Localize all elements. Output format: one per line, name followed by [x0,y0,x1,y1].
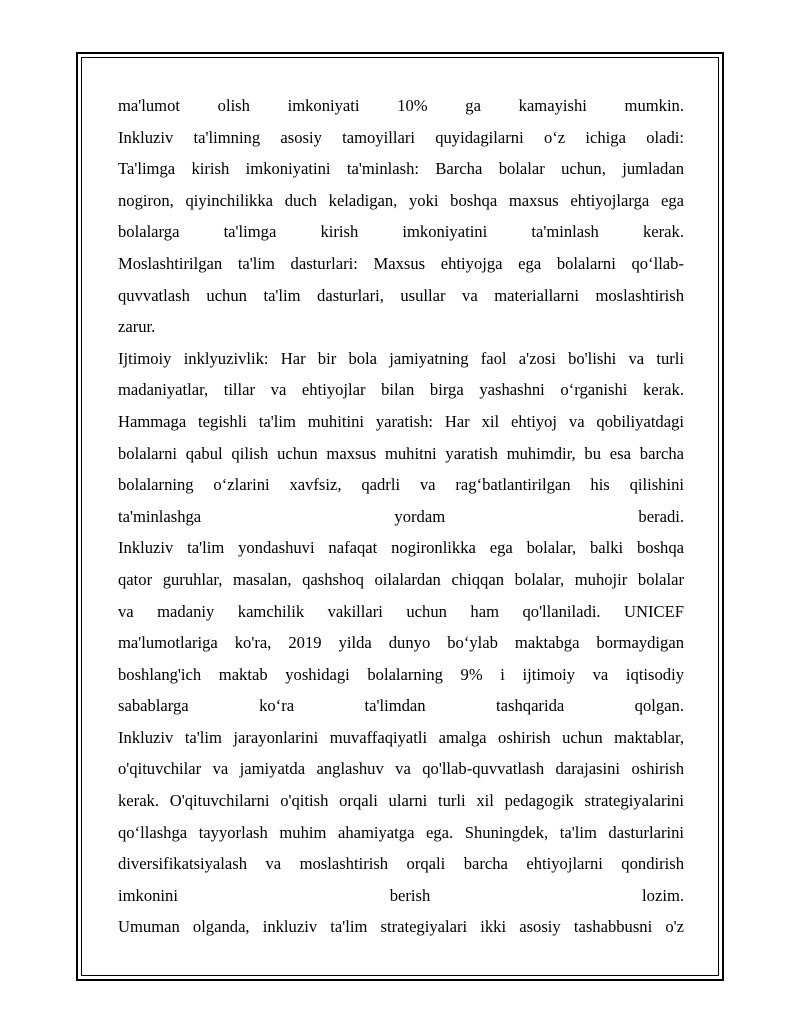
text-line: Inkluziv ta'limning asosiy tamoyillari quyidagilarni o‘z ichiga oladi: [118,127,684,147]
text-line: Inkluziv ta'lim jarayonlarini muvaffaqiyatli amalga oshirish uchun maktablar, [118,727,684,747]
text-line: madaniyatlar, tillar va ehtiyojlar bilan birga yashashni o‘rganishi kerak. [118,380,684,400]
text-line: kerak. O'qituvchilarni o'qitish orqali ularni turli xil pedagogik strategiyalarini [118,791,684,811]
text-line: ma'lumot olish imkoniyati 10% ga kamayishi mumkin. [118,96,684,115]
text-line: o'qituvchilar va jamiyatda anglashuv va qo'llab-quvvatlash darajasini oshirish [118,759,684,779]
text-line: zarur. [118,317,156,337]
text-line: va madaniy kamchilik vakillari uchun ham qo'llaniladi. UNICEF [118,601,684,621]
text-line: quvvatlash uchun ta'lim dasturlari, usullar va materiallarni moslashtirish [118,285,684,305]
text-line: Ijtimoiy inklyuzivlik: Har bir bola jamiyatning faol a'zosi bo'lishi va turli [118,348,684,368]
text-line: Inkluziv ta'lim yondashuvi nafaqat nogironlikka ega bolalar, balki boshqa [118,538,684,558]
text-line: ta'minlashga yordam beradi. [118,506,684,526]
body-text [118,90,684,943]
text-line: bolalarni qabul qilish uchun maxsus muhitni yaratish muhimdir, bu esa barcha [118,443,684,463]
text-line: bolalarga ta'limga kirish imkoniyatini ta'minlash kerak. [118,222,684,242]
text-line: nogiron, qiyinchilikka duch keladigan, yoki boshqa maxsus ehtiyojlarga ega [118,190,684,210]
text-line: Hammaga tegishli ta'lim muhitini yaratish: Har xil ehtiyoj va qobiliyatdagi [118,411,684,431]
text-line: bolalarning o‘zlarini xavfsiz, qadrli va rag‘batlantirilgan his qilishini [118,475,684,495]
text-line: sabablarga ko‘ra ta'limdan tashqarida qolgan. [118,696,684,716]
text-line: Moslashtirilgan ta'lim dasturlari: Maxsus ehtiyojga ega bolalarni qo‘llab- [118,253,684,273]
text-line: qator guruhlar, masalan, qashshoq oilalardan chiqqan bolalar, muhojir bolalar [118,569,684,589]
text-line: imkonini berish lozim. [118,885,684,905]
text-line: ma'lumotlariga ko'ra, 2019 yilda dunyo bo‘ylab maktabga bormaydigan [118,633,684,653]
text-line: qo‘llashga tayyorlash muhim ahamiyatga ega. Shuningdek, ta'lim dasturlarini [118,822,684,842]
text-line: boshlang'ich maktab yoshidagi bolalarning 9% i ijtimoiy va iqtisodiy [118,664,684,684]
text-line: diversifikatsiyalash va moslashtirish orqali barcha ehtiyojlarni qondirish [118,854,684,874]
text-line: Umuman olganda, inkluziv ta'lim strategiyalari ikki asosiy tashabbusni o'z [118,917,684,937]
text-line: Ta'limga kirish imkoniyatini ta'minlash: Barcha bolalar uchun, jumladan [118,159,684,179]
